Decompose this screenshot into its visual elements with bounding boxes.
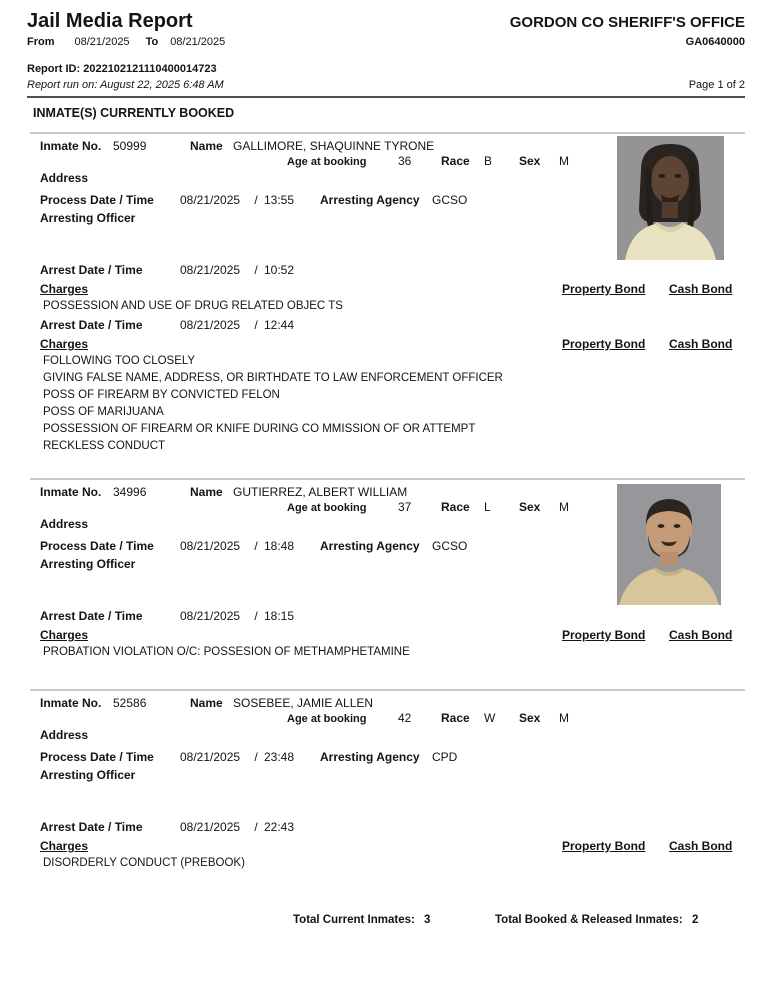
name-label: Name (190, 696, 223, 710)
race-label: Race (441, 711, 470, 725)
slash-separator: / (254, 609, 258, 623)
charge-item: RECKLESS CONDUCT (43, 440, 166, 452)
report-run-timestamp: Report run on: August 22, 2025 6:48 AM (27, 79, 224, 91)
mugshot-photo (617, 136, 724, 260)
inmate-no-label: Inmate No. (40, 696, 102, 710)
arrest-time: 18:15 (264, 609, 295, 623)
property-bond-column-header: Property Bond (562, 628, 646, 642)
arresting-officer-label: Arresting Officer (40, 768, 136, 782)
charge-item: POSS OF MARIJUANA (43, 406, 164, 418)
charges-header-row (30, 628, 745, 644)
inmate-no-label: Inmate No. (40, 139, 102, 153)
report-header (0, 0, 773, 98)
charges-header-row (30, 282, 745, 298)
cash-bond-column-header: Cash Bond (669, 337, 733, 351)
charges-column-header: Charges (40, 337, 89, 351)
arrest-date: 08/21/2025 (180, 318, 241, 332)
charge-item: POSSESSION AND USE OF DRUG RELATED OBJEC TS (43, 300, 343, 312)
age-value: 36 (398, 154, 412, 168)
arresting-agency-value: GCSO (432, 539, 468, 553)
sex-label: Sex (519, 500, 541, 514)
arresting-agency-label: Arresting Agency (320, 193, 420, 207)
name-label: Name (190, 485, 223, 499)
sex-label: Sex (519, 154, 541, 168)
inmate-identity-row (30, 696, 745, 711)
arrest-time: 22:43 (264, 820, 295, 834)
section-title: INMATE(S) CURRENTLY BOOKED (33, 106, 235, 120)
slash-separator: / (254, 193, 258, 207)
inmate-no-value: 34996 (113, 485, 147, 499)
arrest-datetime-label: Arrest Date / Time (40, 609, 143, 623)
property-bond-column-header: Property Bond (562, 839, 646, 853)
cash-bond-column-header: Cash Bond (669, 282, 733, 296)
to-label: To (145, 36, 159, 48)
arrest-datetime-label: Arrest Date / Time (40, 318, 143, 332)
charge-item: GIVING FALSE NAME, ADDRESS, OR BIRTHDATE TO LAW ENFORCEMENT OFFICER (43, 372, 503, 384)
process-date: 08/21/2025 (180, 193, 241, 207)
inmate-record (30, 132, 745, 455)
sex-value: M (559, 154, 569, 168)
header-divider (27, 96, 745, 98)
race-label: Race (441, 154, 470, 168)
to-date: 08/21/2025 (170, 36, 226, 48)
arresting-agency-value: CPD (432, 750, 458, 764)
from-date: 08/21/2025 (74, 36, 130, 48)
slash-separator: / (254, 750, 258, 764)
arrest-date: 08/21/2025 (180, 609, 241, 623)
arrest-row (30, 609, 745, 624)
age-value: 37 (398, 500, 412, 514)
arrest-row (30, 318, 745, 333)
process-date: 08/21/2025 (180, 750, 241, 764)
arrest-row (30, 263, 745, 278)
cash-bond-column-header: Cash Bond (669, 839, 733, 853)
inmate-record (30, 478, 745, 661)
total-current-inmates-label: Total Current Inmates: (293, 914, 415, 926)
sex-value: M (559, 500, 569, 514)
name-label: Name (190, 139, 223, 153)
total-booked-released-label: Total Booked & Released Inmates: (495, 914, 683, 926)
totals-row (0, 913, 773, 929)
agency-code: GA0640000 (685, 36, 745, 48)
total-booked-released-value: 2 (692, 914, 699, 926)
address-row (30, 728, 745, 743)
race-value: W (484, 711, 496, 725)
sex-value: M (559, 711, 569, 725)
sex-label: Sex (519, 711, 541, 725)
address-label: Address (40, 171, 89, 185)
name-value: GUTIERREZ, ALBERT WILLIAM (233, 485, 408, 499)
process-row (30, 750, 745, 765)
process-datetime-label: Process Date / Time (40, 750, 154, 764)
charge-item: POSS OF FIREARM BY CONVICTED FELON (43, 389, 280, 401)
race-value: L (484, 500, 491, 514)
date-range (27, 35, 225, 49)
page-indicator: Page 1 of 2 (688, 79, 745, 91)
arrest-time: 12:44 (264, 318, 295, 332)
race-value: B (484, 154, 493, 168)
slash-separator: / (254, 318, 258, 332)
process-time: 13:55 (264, 193, 295, 207)
cash-bond-column-header: Cash Bond (669, 628, 733, 642)
inmate-demographics-row (30, 711, 745, 727)
agency-name: GORDON CO SHERIFF'S OFFICE (509, 14, 745, 31)
process-time: 18:48 (264, 539, 295, 553)
charge-item: DISORDERLY CONDUCT (PREBOOK) (43, 857, 245, 869)
age-label: Age at booking (287, 502, 367, 514)
slash-separator: / (254, 539, 258, 553)
arresting-agency-label: Arresting Agency (320, 750, 420, 764)
address-label: Address (40, 517, 89, 531)
property-bond-column-header: Property Bond (562, 337, 646, 351)
arresting-agency-label: Arresting Agency (320, 539, 420, 553)
arrest-date: 08/21/2025 (180, 263, 241, 277)
arresting-officer-label: Arresting Officer (40, 211, 136, 225)
charge-item: PROBATION VIOLATION O/C: POSSESION OF METHAMPHETAMINE (43, 646, 410, 658)
arrest-datetime-label: Arrest Date / Time (40, 263, 143, 277)
arrest-datetime-label: Arrest Date / Time (40, 820, 143, 834)
race-label: Race (441, 500, 470, 514)
charges-column-header: Charges (40, 282, 89, 296)
property-bond-column-header: Property Bond (562, 282, 646, 296)
from-label: From (27, 36, 55, 48)
inmate-no-value: 50999 (113, 139, 147, 153)
name-value: GALLIMORE, SHAQUINNE TYRONE (233, 139, 435, 153)
inmate-no-value: 52586 (113, 696, 147, 710)
charge-item: POSSESSION OF FIREARM OR KNIFE DURING CO MMISSION OF OR ATTEMPT (43, 423, 476, 435)
process-time: 23:48 (264, 750, 295, 764)
arrest-time: 10:52 (264, 263, 295, 277)
total-current-inmates-value: 3 (424, 914, 431, 926)
mugshot-photo (617, 484, 721, 605)
inmate-no-label: Inmate No. (40, 485, 102, 499)
charges-header-row (30, 337, 745, 353)
address-label: Address (40, 728, 89, 742)
charge-item: FOLLOWING TOO CLOSELY (43, 355, 196, 367)
age-label: Age at booking (287, 156, 367, 168)
officer-row (30, 768, 745, 783)
arresting-agency-value: GCSO (432, 193, 468, 207)
arrest-date: 08/21/2025 (180, 820, 241, 834)
charges-header-row (30, 839, 745, 855)
charges-column-header: Charges (40, 839, 89, 853)
report-title: Jail Media Report (27, 10, 193, 32)
charges-column-header: Charges (40, 628, 89, 642)
inmate-record (30, 689, 745, 872)
process-date: 08/21/2025 (180, 539, 241, 553)
report-id: Report ID: 2022102121110400014723 (27, 63, 217, 75)
arresting-officer-label: Arresting Officer (40, 557, 136, 571)
name-value: SOSEBEE, JAMIE ALLEN (233, 696, 374, 710)
age-label: Age at booking (287, 713, 367, 725)
process-datetime-label: Process Date / Time (40, 193, 154, 207)
slash-separator: / (254, 263, 258, 277)
arrest-row (30, 820, 745, 835)
process-datetime-label: Process Date / Time (40, 539, 154, 553)
age-value: 42 (398, 711, 412, 725)
slash-separator: / (254, 820, 258, 834)
